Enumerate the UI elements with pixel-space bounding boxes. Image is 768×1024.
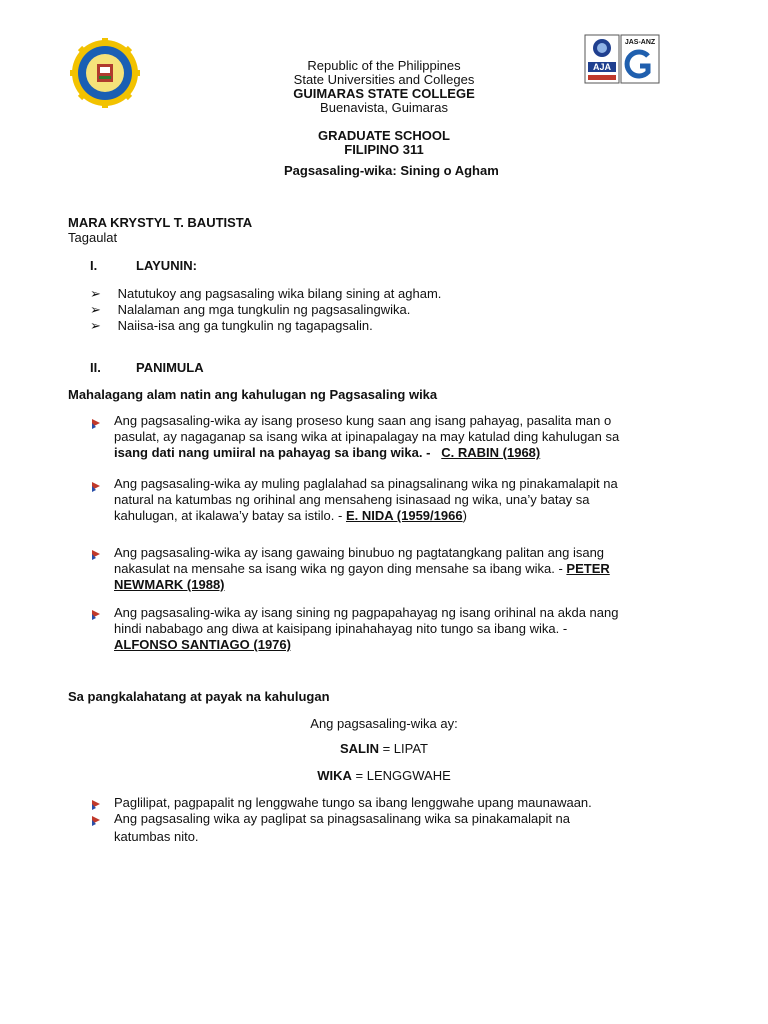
equation-salin	[0, 741, 768, 756]
equation-term: SALIN	[339, 741, 379, 756]
reporter-name: MARA KRYSTYL T. BAUTISTA	[68, 215, 253, 230]
definition-line: nakasulat na mensahe sa isang wika ng gayon ding mensahe sa ibang wika. -	[114, 561, 563, 576]
definition-line: Ang pagsasaling-wika ay muling paglalahad sa pinagsalinang wika ng pinakamalapit na	[114, 476, 618, 491]
arrow-bullet-icon: ➢	[90, 286, 101, 301]
section2-title: PANIMULA	[136, 360, 204, 375]
section1-title: LAYUNIN:	[136, 258, 197, 273]
diamond-bullet-icon	[90, 548, 102, 560]
definition-line: Ang pagsasaling-wika ay isang proseso kung saan ang isang pahayag, pasalita man o	[114, 413, 612, 428]
course-school: GRADUATE SCHOOL	[318, 128, 450, 143]
section3-subheading: Sa pangkalahatang at payak na kahulugan	[68, 689, 330, 704]
section2-number: II.	[90, 360, 101, 375]
definition-nida	[114, 476, 714, 524]
course-code: FILIPINO 311	[344, 142, 424, 157]
header-line-suc: State Universities and Colleges	[293, 72, 475, 87]
definition-santiago	[114, 605, 714, 653]
definition-line: hindi nababago ang diwa at kaisipang ipinahahayag nito tungo sa ibang wika. -	[114, 621, 568, 636]
closing-paren: )	[462, 508, 467, 523]
point-item: Paglilipat, pagpapalit ng lenggwahe tungo sa ibang lenggwahe upang maunawaan.	[114, 795, 592, 810]
objective-text: Natutukoy ang pagsasaling wika bilang sining at agham.	[117, 286, 442, 301]
diamond-bullet-icon	[90, 798, 102, 810]
equation-term: WIKA	[317, 768, 352, 783]
equation-value: = LENGGWAHE	[351, 768, 451, 783]
author-citation: NEWMARK (1988)	[114, 577, 225, 592]
arrow-bullet-icon: ➢	[90, 302, 101, 317]
definition-line: isang dati nang umiiral na pahayag sa ibang wika. -	[114, 445, 431, 460]
definition-line: Ang pagsasaling-wika ay isang sining ng pagpapahayag ng isang orihinal na akda nang	[114, 605, 619, 620]
diamond-bullet-icon	[90, 608, 102, 620]
equation-wika	[0, 768, 768, 783]
point-item	[114, 811, 714, 845]
objective-item	[90, 286, 441, 301]
arrow-bullet-icon: ➢	[90, 318, 101, 333]
header-line-republic: Republic of the Philippines	[307, 58, 461, 73]
objective-text: Naiisa-isa ang ga tungkulin ng tagapagsalin.	[117, 318, 373, 333]
section3-intro: Ang pagsasaling-wika ay:	[310, 716, 458, 731]
reporter-role: Tagaulat	[68, 230, 118, 245]
aja-text: AJA	[592, 62, 612, 72]
course-topic: Pagsasaling-wika: Sining o Agham	[284, 163, 499, 178]
header-location: Buenavista, Guimaras	[320, 100, 448, 115]
objective-text: Nalalaman ang mga tungkulin ng pagsasalingwika.	[117, 302, 411, 317]
section2-subheading: Mahalagang alam natin ang kahulugan ng Pagsasaling wika	[68, 387, 438, 402]
header-college-name: GUIMARAS STATE COLLEGE	[293, 86, 475, 101]
author-citation: PETER	[566, 561, 610, 576]
section1-number: I.	[90, 258, 98, 273]
point-line: Ang pagsasaling wika ay paglipat sa pinagsasalinang wika sa pinakamalapit na	[114, 811, 571, 826]
jas-anz-text: JAS-ANZ	[624, 39, 656, 46]
author-citation: C. RABIN (1968)	[441, 445, 541, 460]
definition-newmark	[114, 545, 714, 593]
diamond-bullet-icon	[90, 814, 102, 826]
definition-line: kahulugan, at ikalawa’y batay sa istilo. -	[114, 508, 343, 523]
diamond-bullet-icon	[90, 480, 102, 492]
diamond-bullet-icon	[90, 417, 102, 429]
author-citation: ALFONSO SANTIAGO (1976)	[114, 637, 291, 652]
author-citation: E. NIDA (1959/1966	[345, 508, 463, 523]
definition-line: Ang pagsasaling-wika ay isang gawaing binubuo ng pagtatangkang palitan ang isang	[114, 545, 605, 560]
definition-line: natural na katumbas ng orihinal ang mensaheng isinasaad ng wika, una’y batay sa	[114, 492, 590, 507]
objective-item	[90, 318, 373, 333]
objective-item	[90, 302, 410, 317]
point-line: katumbas nito.	[114, 829, 199, 844]
definition-rabin	[114, 413, 714, 461]
equation-value: = LIPAT	[378, 741, 428, 756]
definition-line: pasulat, ay nagaganap sa isang wika at ipinapalagay na may katulad ding kahulugan sa	[114, 429, 620, 444]
